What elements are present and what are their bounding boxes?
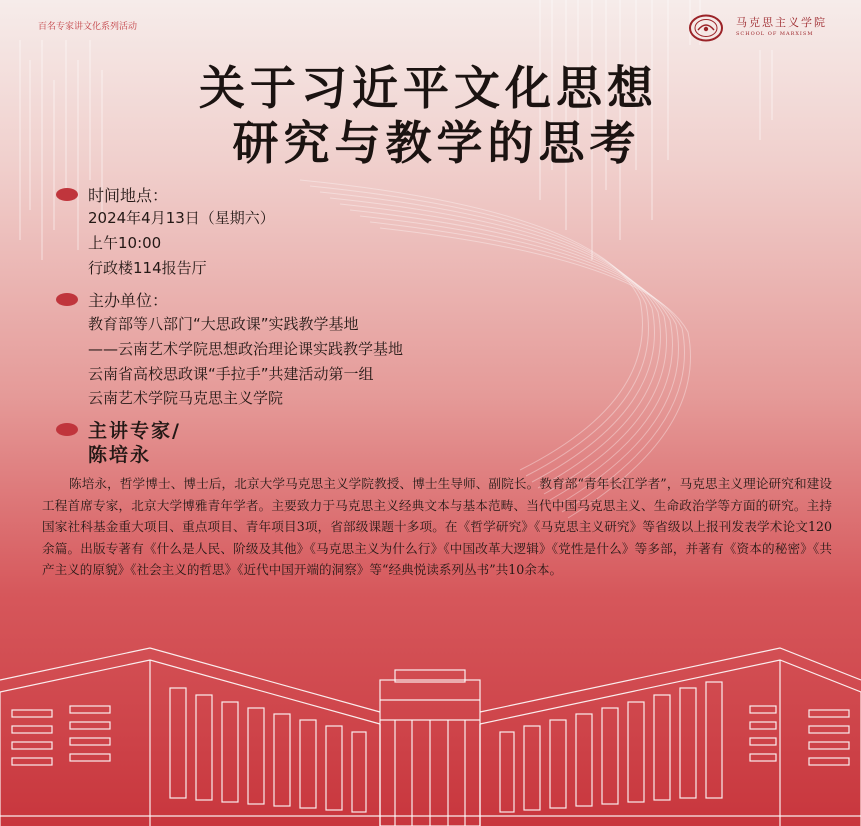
organizers-label: 主办单位： [88,290,169,310]
bullet-icon [56,188,78,201]
bullet-icon [56,293,78,306]
event-venue: 行政楼114报告厅 [88,259,207,277]
event-series-label: 百名专家讲文化系列活动 [38,22,138,32]
speaker-bio: 陈培永，哲学博士、博士后，北京大学马克思主义学院教授、博士生导师、副院长。教育部“青年长江学者”，马克思主义理论研究和建设工程首席专家，北京大学博雅青年学者。主要致力于马克思主义经典文本与基本范畴、当代中国马克思主义、生命政治学等方面的研究。主持国家社科基金重大项目、重点项目、青年项目3项，省部级课题十多项。在《哲学研究》《马克思主义研究》等省级以上报刊发表学术论文120余篇。出版专著有《什么是人民、阶级及其他》《马克思主义为什么行》《中国改革大逻辑》《党性是什么》等多部，并著有《资本的秘密》《共产主义的原貌》《社会主义的哲思》《近代中国开端的洞察》等“经典悦读系列丛书”共10余本。 [42,476,832,577]
organizers-heading [56,288,168,310]
event-time: 上午10:00 [88,234,162,252]
school-seal-icon [688,14,724,42]
school-name-en: SCHOOL OF MARXISM [736,31,814,37]
school-name-cn: 马克思主义学院 [736,16,827,29]
speaker-name: 陈培永 [88,444,152,466]
time-place-label: 时间地点： [88,185,169,205]
title-line-2: 研究与教学的思考 [232,116,641,170]
event-date: 2024年4月13日（星期六） [88,209,275,227]
organizer-item: ——云南艺术学院思想政治理论课实践教学基地 [88,340,404,358]
title-line-1: 关于习近平文化思想 [199,61,658,115]
organizer-item: 教育部等八部门“大思政课”实践教学基地 [88,315,359,333]
speaker-heading [56,418,181,440]
campus-building-illustration [0,640,861,826]
bullet-icon [56,423,78,436]
organizer-item: 云南艺术学院马克思主义学院 [88,389,284,407]
speaker-label: 主讲专家/ [88,419,181,442]
time-place-heading [56,183,168,205]
school-logo [688,10,838,44]
organizer-item: 云南省高校思政课“手拉手”共建活动第一组 [88,365,374,383]
